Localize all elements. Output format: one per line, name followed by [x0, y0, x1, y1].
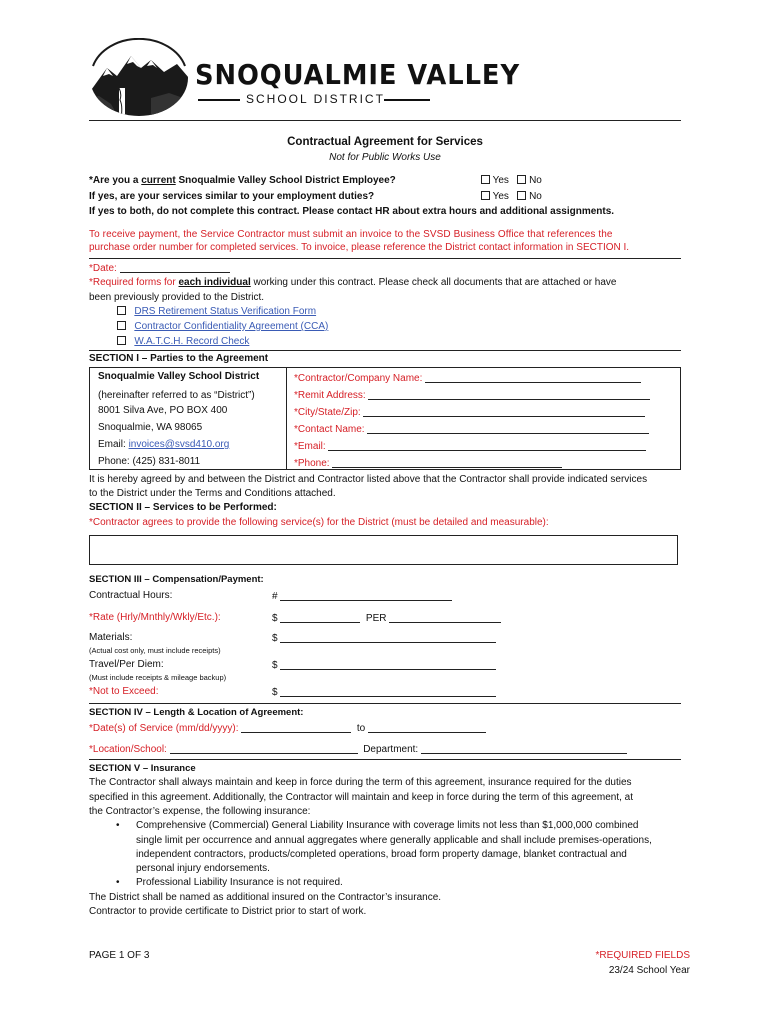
- insurance-p4: The District shall be named as additional insured on the Contractor’s insurance.: [89, 892, 442, 903]
- end-date-field[interactable]: [368, 722, 486, 733]
- section4-divider: [89, 703, 681, 704]
- q2-no-checkbox[interactable]: [517, 191, 526, 200]
- services-textarea[interactable]: [89, 535, 678, 565]
- rate-row: [89, 612, 221, 623]
- district-aka: (hereinafter referred to as “District”): [98, 390, 255, 401]
- question-instruction: If yes to both, do not complete this contract. Please contact HR about extra hours and additional assignments.: [89, 206, 615, 217]
- notice-divider: [89, 258, 681, 259]
- insurance-b1-l4: personal injury endorsements.: [136, 863, 270, 874]
- travel-field[interactable]: [280, 659, 496, 670]
- mountain-logo-icon: [89, 38, 189, 118]
- agreement-text-line1: It is hereby agreed by and between the District and Contractor listed above that the Contractor shall provide indicated services: [89, 474, 648, 485]
- insurance-b1-l1: Comprehensive (Commercial) General Liability Insurance with coverage limits not less than $1,000,000 combined: [136, 820, 639, 831]
- section4-heading: SECTION IV – Length & Location of Agreement:: [89, 707, 304, 718]
- parties-table: [89, 367, 681, 470]
- insurance-p1: The Contractor shall always maintain and keep in force during the term of this agreement, insurance required for the duties: [89, 777, 632, 788]
- q1-yes-label: Yes: [492, 175, 509, 186]
- form-checklist-item-watch[interactable]: [117, 336, 249, 347]
- org-name: SNOQUALMIE VALLEY: [195, 58, 521, 91]
- invoice-notice-line1: To receive payment, the Service Contractor must submit an invoice to the SVSD Business Office that references the: [89, 229, 613, 240]
- form-title: Contractual Agreement for Services: [287, 136, 483, 148]
- dates-to: to: [356, 723, 366, 734]
- contact-name-field[interactable]: [367, 423, 649, 434]
- section5-divider: [89, 759, 681, 760]
- travel-note: (Must include receipts & mileage backup): [89, 673, 227, 682]
- form-subtitle: Not for Public Works Use: [329, 152, 441, 163]
- q1-yes-checkbox[interactable]: [481, 175, 490, 184]
- city-state-zip-label: *City/State/Zip:: [294, 407, 361, 418]
- bullet-dot-2: •: [116, 877, 120, 888]
- remit-address-label: *Remit Address:: [294, 390, 366, 401]
- section3-heading: SECTION III – Compensation/Payment:: [89, 574, 264, 585]
- org-subname: SCHOOL DISTRICT: [246, 92, 385, 106]
- district-email-label: Email:: [98, 439, 129, 450]
- contact-name-row: [294, 423, 649, 435]
- question-employee: [89, 175, 396, 186]
- remit-address-row: [294, 389, 650, 401]
- required-forms-rest: working under this contract. Please check all documents that are attached or have: [250, 277, 617, 288]
- q1-no-checkbox[interactable]: [517, 175, 526, 184]
- required-forms-text: [89, 277, 617, 288]
- materials-value: [272, 632, 496, 644]
- page-number: PAGE 1 OF 3: [89, 950, 150, 961]
- section1-divider: [89, 350, 681, 351]
- start-date-field[interactable]: [241, 722, 351, 733]
- rate-label: *Rate (Hrly/Mnthly/Wkly/Etc.):: [89, 612, 221, 623]
- district-address1: 8001 Silva Ave, PO BOX 400: [98, 405, 228, 416]
- contractor-phone-row: [294, 457, 562, 469]
- contractor-name-field[interactable]: [425, 372, 641, 383]
- watch-form-link[interactable]: W.A.T.C.H. Record Check: [134, 336, 250, 347]
- district-logo: [89, 38, 189, 118]
- parties-table-divider: [286, 368, 287, 469]
- location-row: [89, 743, 627, 755]
- q1-options: [481, 175, 542, 186]
- contractor-email-field[interactable]: [328, 440, 646, 451]
- city-state-zip-row: [294, 406, 645, 418]
- hours-field[interactable]: [280, 590, 452, 601]
- location-label: *Location/School:: [89, 744, 167, 755]
- agreement-text-line2: to the District under the Terms and Conditions attached.: [89, 488, 336, 499]
- rate-per-field[interactable]: [389, 612, 501, 623]
- required-forms-emph: each individual: [178, 277, 251, 288]
- district-name: Snoqualmie Valley School District: [98, 371, 260, 382]
- contact-name-label: *Contact Name:: [294, 424, 365, 435]
- travel-label: Travel/Per Diem:: [89, 659, 164, 670]
- insurance-b1-l2: single limit per occurrence and annual aggregates where generally applicable and shall include premises-operations,: [136, 835, 652, 846]
- department-field[interactable]: [421, 743, 627, 754]
- nte-row: [89, 686, 158, 697]
- drs-checkbox[interactable]: [117, 306, 126, 315]
- required-forms-line2: been previously provided to the District.: [89, 292, 265, 303]
- cca-form-link[interactable]: Contractor Confidentiality Agreement (CCA): [134, 321, 329, 332]
- required-forms-prefix: *Required forms for: [89, 277, 179, 288]
- section2-text: *Contractor agrees to provide the following service(s) for the District (must be detailed and measurable):: [89, 517, 549, 528]
- date-field[interactable]: [120, 262, 230, 273]
- nte-value: [272, 686, 496, 698]
- hours-value: [272, 590, 452, 602]
- materials-dollar: $: [272, 633, 278, 644]
- q2-yes-label: Yes: [492, 191, 509, 202]
- date-label: *Date:: [89, 263, 117, 274]
- form-checklist-item-drs[interactable]: [117, 306, 316, 317]
- header-divider: [89, 120, 681, 121]
- required-fields-note: *REQUIRED FIELDS: [595, 950, 690, 961]
- hours-row: [89, 590, 172, 601]
- city-state-zip-field[interactable]: [363, 406, 645, 417]
- rate-value: [272, 612, 501, 624]
- materials-label: Materials:: [89, 632, 133, 643]
- question-similar-duties: If yes, are your services similar to your employment duties?: [89, 191, 375, 202]
- nte-dollar: $: [272, 687, 278, 698]
- q1-prefix: *Are you a: [89, 175, 142, 186]
- materials-note: (Actual cost only, must include receipts): [89, 646, 221, 655]
- q1-current: current: [141, 175, 176, 186]
- cca-checkbox[interactable]: [117, 321, 126, 330]
- contractor-phone-label: *Phone:: [294, 458, 330, 469]
- materials-field[interactable]: [280, 632, 496, 643]
- section2-heading: SECTION II – Services to be Performed:: [89, 502, 277, 513]
- insurance-p2: specified in this agreement. Additionally, the Contractor will maintain and keep in force during the term of this agreement, at: [89, 792, 633, 803]
- invoice-notice-line2: purchase order number for completed services. To invoice, please reference the District contact information in SECTION I.: [89, 242, 630, 253]
- district-phone: Phone: (425) 831-8011: [98, 456, 201, 467]
- date-row: [89, 262, 230, 274]
- drs-form-link[interactable]: DRS Retirement Status Verification Form: [134, 306, 317, 317]
- insurance-p3: the Contractor’s expense, the following insurance:: [89, 806, 311, 817]
- travel-dollar: $: [272, 660, 278, 671]
- dates-label: *Date(s) of Service (mm/dd/yyyy):: [89, 723, 239, 734]
- bullet-dot-1: •: [116, 820, 120, 831]
- district-email: [98, 439, 229, 450]
- travel-value: [272, 659, 496, 671]
- contractor-email-row: [294, 440, 646, 452]
- nte-label: *Not to Exceed:: [89, 686, 159, 697]
- district-address2: Snoqualmie, WA 98065: [98, 422, 203, 433]
- q1-rest: Snoqualmie Valley School District Employee?: [175, 175, 396, 186]
- org-rule-right: [384, 99, 430, 101]
- district-email-link[interactable]: invoices@svsd410.org: [128, 439, 230, 450]
- section1-heading: SECTION I – Parties to the Agreement: [89, 353, 269, 364]
- department-label: Department:: [363, 744, 419, 755]
- form-checklist-item-cca[interactable]: [117, 321, 328, 332]
- q2-yes-checkbox[interactable]: [481, 191, 490, 200]
- org-rule-left: [198, 99, 240, 101]
- insurance-p5: Contractor to provide certificate to District prior to start of work.: [89, 906, 367, 917]
- contractor-name-row: [294, 372, 641, 384]
- nte-field[interactable]: [280, 686, 496, 697]
- contractor-phone-field[interactable]: [332, 457, 562, 468]
- q1-no-label: No: [529, 175, 542, 186]
- remit-address-field[interactable]: [368, 389, 650, 400]
- section5-heading: SECTION V – Insurance: [89, 763, 196, 774]
- rate-per: PER: [365, 613, 387, 624]
- hours-label: Contractual Hours:: [89, 590, 173, 601]
- contractor-name-label: *Contractor/Company Name:: [294, 373, 423, 384]
- q2-no-label: No: [529, 191, 542, 202]
- rate-dollar: $: [272, 613, 278, 624]
- school-year: 23/24 School Year: [608, 965, 690, 976]
- q2-options: [481, 191, 542, 202]
- location-field[interactable]: [170, 743, 358, 754]
- dates-row: [89, 722, 486, 734]
- contractor-email-label: *Email:: [294, 441, 326, 452]
- rate-field[interactable]: [280, 612, 360, 623]
- hours-hash: #: [272, 591, 278, 602]
- insurance-b1-l3: independent contractors, products/completed operations, broad form property damage, blanket contractual and: [136, 849, 627, 860]
- watch-checkbox[interactable]: [117, 336, 126, 345]
- insurance-b2: Professional Liability Insurance is not required.: [136, 877, 343, 888]
